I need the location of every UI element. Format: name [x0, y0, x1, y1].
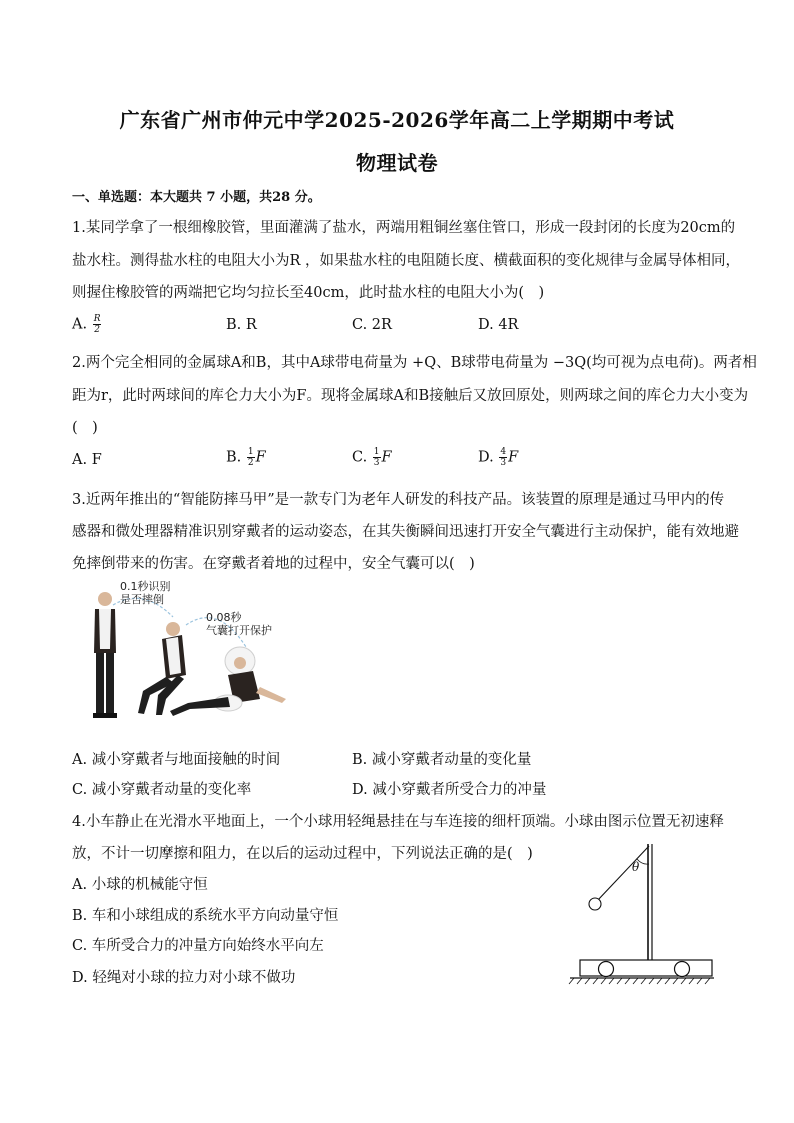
q3-airbag-figure [78, 575, 298, 735]
standing-person [93, 592, 117, 718]
q3-option-a: A. 减小穿戴者与地面接触的时间 [72, 752, 281, 768]
q4-option-b: B. 车和小球组成的系统水平方向动量守恒 [72, 908, 339, 924]
ground-hatching [569, 978, 710, 984]
option-tail: F [381, 449, 392, 466]
numerator: 4 [500, 447, 507, 457]
q2-line-1: 2.两个完全相同的金属球A和B，其中A球带电荷量为 +Q、B球带电荷量为 −3Q(均可视为点电荷)。两者相 [72, 355, 757, 371]
fraction [247, 447, 255, 468]
section-heading: 一、单选题：本大题共 7 小题，共28 分。 [72, 190, 321, 205]
numerator: 1 [247, 447, 254, 457]
angle-label: θ [632, 860, 640, 874]
q1-option-b: B. R [226, 317, 257, 333]
q3-option-c: C. 减小穿戴者动量的变化率 [72, 782, 252, 798]
q1-option-c: C. 2R [352, 317, 392, 333]
left-wheel [599, 962, 614, 977]
cart-pendulum-diagram [566, 838, 718, 988]
q1-option-d: D. 4R [478, 317, 519, 333]
q3-line-1: 3.近两年推出的“智能防摔马甲”是一款专门为老年人研发的科技产品。该装置的原理是通过马甲内的传 [72, 492, 725, 508]
q3-line-2: 感器和微处理器精准识别穿戴者的运动姿态，在其失衡瞬间迅速打开安全气囊进行主动保护，能有效地避 [72, 524, 739, 540]
q3-option-d: D. 减小穿戴者所受合力的冲量 [352, 782, 547, 798]
q4-line-2: 放，不计一切摩擦和阻力，在以后的运动过程中，下列说法正确的是( ) [72, 846, 533, 862]
q4-cart-pendulum-figure [566, 838, 718, 988]
protected-person [170, 647, 286, 716]
q1-line-1: 1.某同学拿了一根细橡胶管，里面灌满了盐水，两端用粗铜丝塞住管口，形成一段封闭的长度为20cm的 [72, 220, 736, 236]
right-wheel [675, 962, 690, 977]
fraction [373, 447, 381, 468]
denominator: 3 [500, 458, 507, 468]
option-label: B. [226, 449, 242, 466]
exam-title: 广东省广州市仲元中学2025-2026学年高二上学期期中考试 [119, 108, 675, 132]
exam-subtitle: 物理试卷 [356, 151, 438, 175]
option-label: D. [478, 449, 494, 466]
numerator: R [93, 314, 101, 324]
figure-label-1a: 0.1秒识别 [120, 580, 171, 593]
option-label: A. [72, 316, 88, 333]
q3-line-3: 免摔倒带来的伤害。在穿戴者着地的过程中，安全气囊可以( ) [72, 556, 475, 572]
string [597, 846, 649, 901]
q2-option-d [478, 447, 518, 468]
option-tail: F [508, 449, 519, 466]
q1-line-3: 则握住橡胶管的两端把它均匀拉长至40cm，此时盐水柱的电阻大小为( ) [72, 285, 545, 301]
q4-option-c: C. 车所受合力的冲量方向始终水平向左 [72, 938, 324, 954]
option-label: C. [352, 449, 368, 466]
denominator: 2 [247, 458, 254, 468]
q4-option-a: A. 小球的机械能守恒 [72, 877, 208, 893]
q1-option-a [72, 314, 102, 335]
figure-label-2b: 气囊打开保护 [206, 624, 272, 637]
q2-option-a: A. F [72, 452, 102, 468]
option-tail: F [255, 449, 266, 466]
q2-line-3: ( ) [72, 420, 98, 436]
q1-line-2: 盐水柱。测得盐水柱的电阻大小为R ，如果盐水柱的电阻随长度、横截面积的变化规律与金属导体相同， [72, 253, 741, 269]
denominator: 3 [373, 458, 380, 468]
q2-line-2: 距为r，此时两球间的库仑力大小为F。现将金属球A和B接触后又放回原处，则两球之间的库仑力大小变为 [72, 388, 749, 404]
airbag-illustration [78, 575, 298, 735]
falling-person [138, 622, 186, 715]
fraction [93, 314, 102, 335]
denominator: 2 [94, 325, 100, 335]
q3-option-b: B. 减小穿戴者动量的变化量 [352, 752, 532, 768]
numerator: 1 [373, 447, 380, 457]
fraction [499, 447, 507, 468]
ball [589, 898, 601, 910]
figure-label-1b: 是否摔倒 [120, 593, 164, 606]
q4-line-1: 4.小车静止在光滑水平地面上，一个小球用轻绳悬挂在与车连接的细杆顶端。小球由图示位置无初速释 [72, 814, 724, 830]
q2-option-b [226, 447, 266, 468]
figure-label-2a: 0.08秒 [206, 611, 242, 624]
q4-option-d: D. 轻绳对小球的拉力对小球不做功 [72, 970, 296, 986]
q2-option-c [352, 447, 392, 468]
